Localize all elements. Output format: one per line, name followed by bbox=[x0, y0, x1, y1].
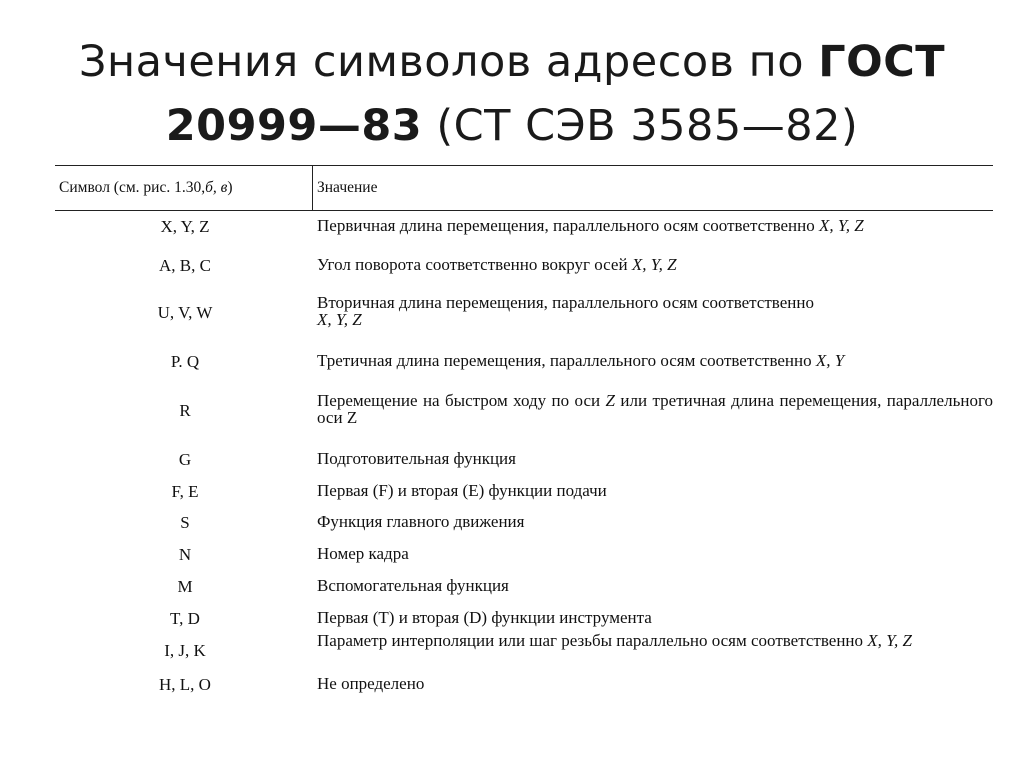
symbol-cell: R bbox=[179, 401, 191, 420]
title-bold-1: ГОСТ bbox=[818, 37, 946, 87]
header-meaning: Значение bbox=[317, 179, 378, 196]
header-symbol-italic: б, в bbox=[205, 179, 228, 196]
symbol-cell: H, L, O bbox=[159, 675, 211, 694]
title-bold-2: 20999—83 bbox=[165, 101, 423, 151]
header-symbol-suffix: ) bbox=[227, 179, 233, 196]
meaning-cell: Параметр интерполяции или шаг резьбы параллельно осям соответственно X, Y, Z bbox=[317, 631, 912, 650]
symbol-cell: M bbox=[177, 577, 193, 596]
meaning-cell: Не определено bbox=[317, 674, 425, 693]
meaning-cell: Угол поворота соответственно вокруг осей X, Y, Z bbox=[317, 255, 677, 274]
table-header-rule bbox=[55, 210, 993, 211]
meaning-cell: Подготовительная функция bbox=[317, 449, 516, 468]
meaning-cell: Номер кадра bbox=[317, 544, 409, 563]
meaning-cell: Перемещение на быстром ходу по оси Z или третичная длина перемещения, параллельного оси Z bbox=[317, 391, 993, 427]
symbol-cell: S bbox=[180, 513, 190, 532]
meaning-cell: Первичная длина перемещения, параллельного осям соответственно X, Y, Z bbox=[317, 216, 864, 235]
table-header bbox=[55, 166, 993, 210]
title-text-1: Значения символов адресов по bbox=[78, 37, 819, 87]
meaning-cell: Вспомогательная функция bbox=[317, 576, 509, 595]
symbol-cell: G bbox=[178, 450, 192, 469]
symbol-cell: X, Y, Z bbox=[160, 217, 210, 236]
header-symbol bbox=[55, 166, 313, 210]
title-text-2: (СТ СЭВ 3585—82) bbox=[422, 101, 859, 151]
title-line-1 bbox=[0, 30, 1024, 94]
meaning-cell: Функция главного движения bbox=[317, 512, 525, 531]
title-line-2 bbox=[0, 94, 1024, 158]
header-symbol-prefix: Символ (см. рис. 1.30, bbox=[59, 179, 206, 196]
symbol-cell: T, D bbox=[170, 609, 200, 628]
slide-title bbox=[0, 30, 1024, 158]
symbol-cell: U, V, W bbox=[157, 303, 213, 322]
symbol-cell: F, E bbox=[171, 482, 199, 501]
address-symbols-table bbox=[55, 165, 993, 694]
symbol-cell: I, J, K bbox=[164, 641, 206, 660]
symbol-cell: A, B, C bbox=[159, 256, 211, 275]
symbol-cell: N bbox=[178, 545, 192, 564]
meaning-cell: Вторичная длина перемещения, параллельного осям соответственно X, Y, Z bbox=[317, 293, 814, 329]
meaning-cell: Первая (T) и вторая (D) функции инструмента bbox=[317, 608, 652, 627]
meaning-cell: Первая (F) и вторая (E) функции подачи bbox=[317, 481, 607, 500]
meaning-cell: Третичная длина перемещения, параллельного осям соответственно X, Y bbox=[317, 351, 845, 370]
symbol-cell: P. Q bbox=[170, 352, 200, 371]
